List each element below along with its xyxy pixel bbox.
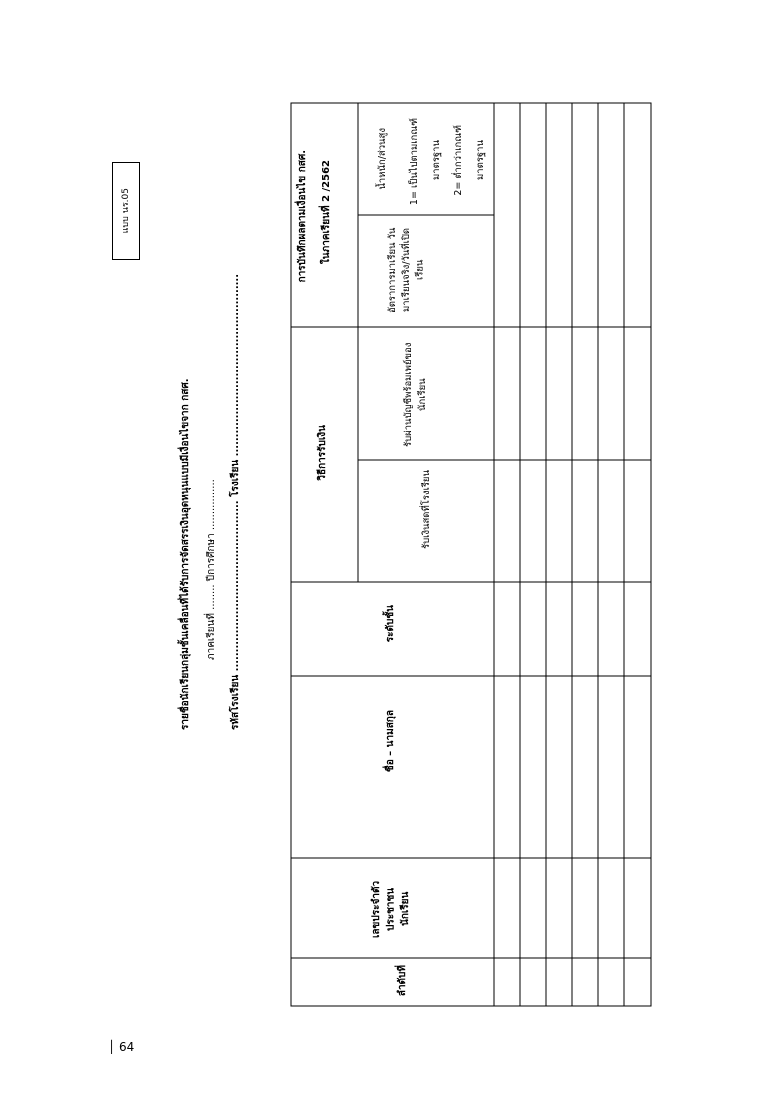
header-no: ลำดับที่: [397, 965, 408, 997]
form-code-box: [112, 162, 140, 260]
page-number: │ 64: [108, 1040, 135, 1054]
header-weight-height-1: น้ำหนัก/ส่วนสูง: [377, 128, 388, 190]
header-name: ชื่อ – นามสกุล: [385, 710, 396, 773]
document-title: รายชื่อนักเรียนกลุ่มชั้นเคลื่อนที่ได้รับการจัดสรรเงินอุดหนุนแบบมีเงื่อนไขจาก กสศ.: [180, 378, 191, 730]
header-weight-height-2: 1= เป็นไปตามเกณฑ์: [409, 118, 420, 206]
header-record-line1: การบันทึกผลตามเงื่อนไข กสศ.: [297, 150, 308, 283]
header-citizen-id: เลขประจำตัวประชาชนนักเรียน: [371, 880, 411, 938]
table-border: [291, 103, 651, 1006]
header-weight-height-5: มาตรฐาน: [475, 140, 486, 180]
school-line: รหัสโรงเรียน ............................................. โรงเรียน ................................................: [230, 273, 241, 730]
header-level: ระดับชั้น: [385, 605, 396, 643]
header-payment-school: รับเงินสดที่โรงเรียน: [421, 470, 432, 549]
header-attendance: อัตราการมาเรียน วันมาเรียนจริง/วันที่เปิดเรียน: [387, 227, 426, 313]
header-record-line2: ในภาคเรียนที่ 2 /2562: [321, 160, 332, 265]
header-payment-account: รับผ่านบัญชีพร้อมเพย์ของนักเรียน: [403, 342, 428, 448]
header-weight-height-4: 2= ต่ำกว่าเกณฑ์: [453, 125, 464, 196]
semester-line: ภาคเรียนที่ ........ ปีการศึกษา ................: [206, 479, 217, 660]
header-weight-height-3: มาตรฐาน: [431, 140, 442, 180]
form-code: แบบ นร.05: [121, 188, 131, 234]
header-payment-method: วิธีการรับเงิน: [317, 425, 328, 481]
